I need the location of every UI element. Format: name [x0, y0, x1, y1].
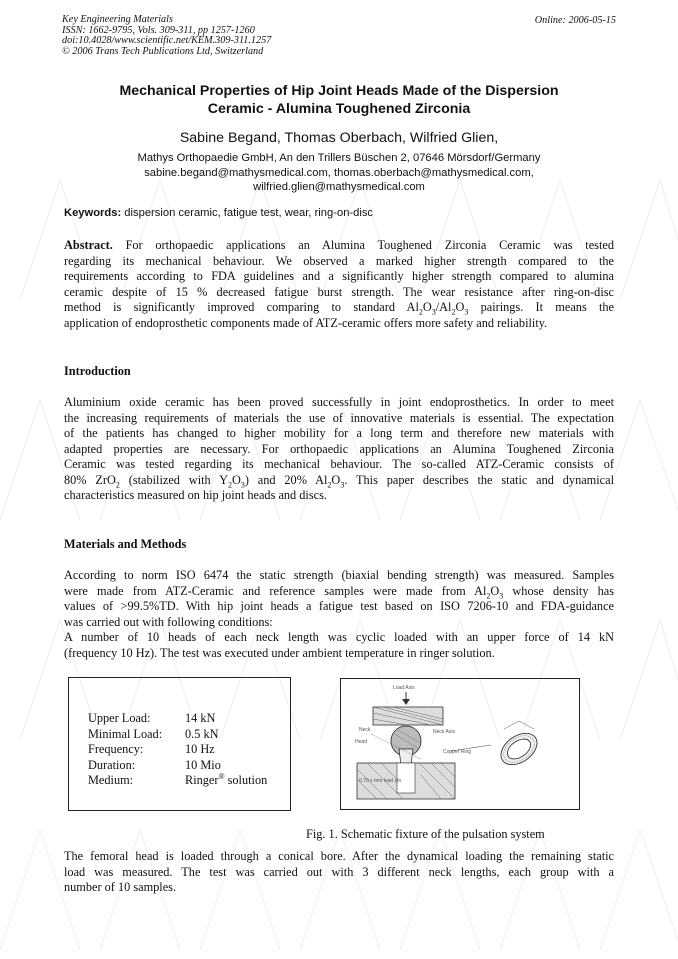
methods-line: According to norm ISO 6474 the static strength (biaxial bending strength) was measured. Samples	[64, 568, 614, 582]
methods-line: values of >99.5%TD. With hip joint heads a fatigue test based on ISO 7206-10 and FDA-guidance	[64, 599, 614, 614]
abstract-label: Abstract.	[64, 238, 113, 252]
closing-line: load was measured. The test was carried out with 3 different neck lengths, each group with a	[64, 864, 614, 879]
section-heading-methods: Materials and Methods	[64, 537, 187, 551]
doi: doi:10.4028/www.scientific.net/KEM.309-311.1257	[62, 35, 272, 47]
issn: ISSN: 1662-9795, Vols. 309-311, pp 1257-1260	[62, 24, 255, 36]
paper-title	[62, 82, 616, 118]
title-line-2: Ceramic - Alumina Toughened Zirconia	[207, 101, 471, 117]
param-row: Upper Load: 14 kN	[88, 711, 216, 725]
label-head: Head	[355, 739, 367, 745]
intro-line: the increasing requirements of materials the use of innovative materials is essential. The expectation	[64, 410, 614, 425]
abstract-line: requirements according to FDA guidelines and a significantly higher strength compared to alumina	[64, 269, 614, 284]
methods-line: A number of 10 heads of each neck length was cyclic loaded with an upper force of 14 kN	[64, 630, 614, 645]
affiliation: Mathys Orthopaedie GmbH, An den Trillers Büschen 2, 07646 Mörsdorf/Germany	[137, 152, 541, 164]
introduction-text	[64, 395, 614, 504]
pulsation-fixture-diagram	[341, 679, 579, 809]
online-date: Online: 2006-05-15	[534, 15, 616, 26]
methods-line: were made from ATZ-Ceramic and reference samples were made from $Al_2O_3$ whose density has	[64, 583, 614, 600]
label-neck: Neck	[359, 727, 371, 733]
keywords	[64, 207, 373, 219]
abstract	[64, 238, 614, 331]
title-line-1: Mechanical Properties of Hip Joint Heads Made of the Dispersion	[119, 83, 559, 99]
param-row: Frequency: 10 Hz	[88, 742, 215, 757]
keywords-label: Keywords:	[64, 207, 122, 219]
abstract-line: method is significantly improved comparing to standard $Al_2O_3/Al_2O_3$ pairings. It means the	[64, 300, 614, 317]
keywords-text: dispersion ceramic, fatigue test, wear, ring-on-disc	[121, 207, 374, 219]
label-neck-axis: Neck Axis	[433, 729, 455, 735]
parameters-list	[88, 711, 267, 789]
intro-line: characteristics measured on hip joint heads and discs.	[64, 488, 327, 503]
section-heading-introduction: Introduction	[64, 364, 131, 378]
abstract-line: application of endoprosthetic components made of ATZ-ceramic offers more safety and reliability.	[64, 315, 548, 330]
methods-line: (frequency 10 Hz). The test was executed under ambient temperature in ringer solution.	[64, 645, 495, 660]
intro-line: of the patients has changed to higher mobility for a long term and therefore new materials with	[64, 426, 614, 441]
intro-line: Aluminium oxide ceramic has been proved successfully in joint endoprosthetics. In order to meet	[64, 395, 614, 409]
journal-header	[62, 15, 271, 57]
label-copper-ring: Copper Ring	[443, 749, 472, 755]
param-row: Duration: 10 Mio	[88, 757, 221, 772]
methods-text	[64, 568, 614, 661]
param-row: Medium: Ringer® solution	[88, 772, 268, 788]
methods-line: was carried out with following conditions:	[64, 614, 273, 629]
intro-line: 80% ZrO$_2$ (stabilized with $Y_2O_3$) and 20% $Al_2O_3$. This paper describes the static and dynamical	[64, 472, 614, 490]
label-lead-pin: 0.70 x mm lead pin	[359, 778, 402, 784]
figure-caption: Fig. 1. Schematic fixture of the pulsation system	[306, 827, 545, 841]
test-parameters-box	[68, 677, 291, 811]
copyright: © 2006 Trans Tech Publications Ltd, Switzerland	[62, 45, 264, 57]
label-load-axis: Load Axis	[393, 685, 415, 691]
figure-1-box	[340, 678, 580, 810]
intro-line: Ceramic was tested regarding its mechanical behaviour. The so-called ATZ-Ceramic consists of	[64, 457, 614, 472]
closing-line: The femoral head is loaded through a conical bore. After the dynamical loading the remaining static	[64, 849, 614, 863]
closing-text	[64, 849, 614, 896]
param-row: Minimal Load: 0.5 kN	[88, 726, 219, 741]
closing-line: number of 10 samples.	[64, 880, 177, 895]
abstract-line: Abstract. For orthopaedic applications an Alumina Toughened Zirconia Ceramic was tested	[64, 238, 614, 252]
abstract-line: ceramic despite of 15 % decreased fatigue burst strength. The wear resistance after ring-on-disc	[64, 284, 614, 299]
abstract-line: regarding its mechanical behaviour. We observed a marked higher strength compared to the	[64, 253, 614, 268]
journal-name: Key Engineering Materials	[62, 14, 173, 25]
affiliation-block	[62, 151, 616, 195]
intro-line: adapted properties are necessary. For orthopaedic applications an Alumina Toughened Zirconia	[64, 441, 614, 456]
email-line-1: sabine.begand@mathysmedical.com, thomas.oberbach@mathysmedical.com,	[144, 166, 534, 179]
authors: Sabine Begand, Thomas Oberbach, Wilfried Glien,	[179, 130, 499, 146]
email-line-2: wilfried.glien@mathysmedical.com	[253, 181, 425, 193]
